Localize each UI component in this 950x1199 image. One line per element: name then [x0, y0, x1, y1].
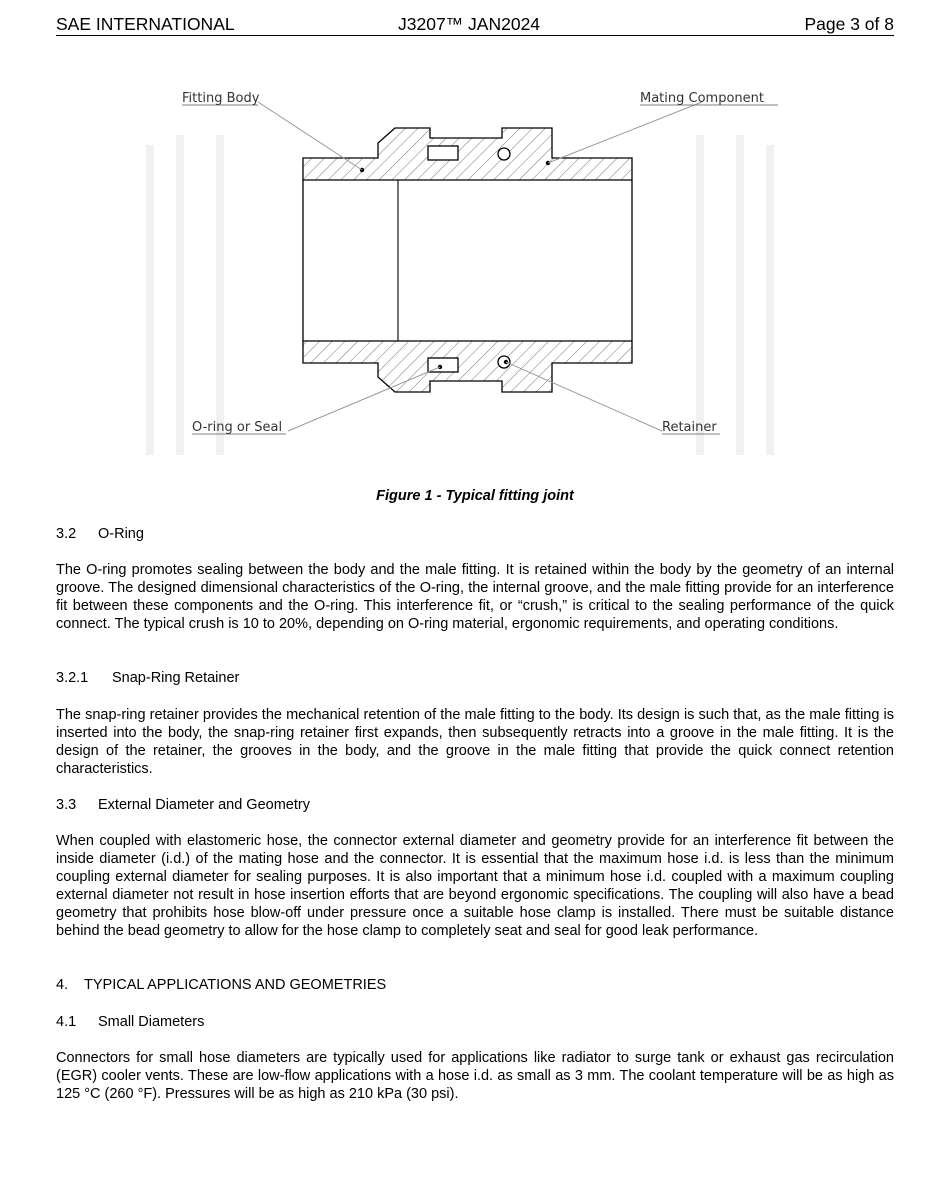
heading-4	[56, 976, 386, 994]
heading-4-title: TYPICAL APPLICATIONS AND GEOMETRIES	[84, 977, 387, 993]
heading-3-2-1-num: 3.2.1	[56, 670, 89, 686]
background-ghost	[150, 135, 770, 455]
figure-caption: Figure 1 - Typical fitting joint	[376, 488, 574, 504]
heading-3-3	[56, 796, 310, 814]
body-wall-bottom	[303, 341, 632, 392]
label-fitting-body: Fitting Body	[182, 91, 260, 106]
heading-4-1-num: 4.1	[56, 1014, 77, 1030]
page-header	[56, 13, 894, 36]
oring-groove-top	[428, 146, 458, 160]
body-wall-top	[303, 128, 632, 180]
header-page-number: Page 3 of 8	[804, 14, 894, 34]
retainer-ring-top	[498, 148, 510, 160]
paragraph-3-2-1: The snap-ring retainer provides the mechanical retention of the male fitting to the body. Its design is such that, as the male fitting is inserted into the body, the snap-ring retainer first expands, then subsequently retracts into a groove in the male fitting. It is the design of the retainer, the grooves in the body, and the groove in the male fitting that provide the quick connect retention characteristics.	[56, 707, 894, 778]
paragraph-4-1: Connectors for small hose diameters are typically used for applications like radiator to surge tank or exhaust gas recirculation (EGR) cooler vents. These are low-flow applications with a hose i.d. as small as 3 mm. The coolant temperature will be as high as 125 °C (260 °F). Pressures will be as high as 210 kPa (30 psi).	[56, 1050, 894, 1103]
heading-4-1-title: Small Diameters	[98, 1014, 205, 1030]
paragraph-3-3: When coupled with elastomeric hose, the connector external diameter and geometry provide for an interference fit between the inside diameter (i.d.) of the mating hose and the connector. It is essential that the maximum hose i.d. is less than the minimum coupling external diameter for sealing purposes. It is also important that a minimum hose i.d. coupled with a maximum coupling external diameter not result in hose insertion efforts that are beyond ergonomic specifications. The coupling will also have a bead geometry that prohibits hose blow-off under pressure once a suitable hose clamp is installed. There must be suitable distance behind the bead geometry to allow for the hose clamp to completely seat and seal for good leak performance.	[56, 833, 894, 940]
heading-3-2-title: O-Ring	[98, 526, 144, 542]
heading-4-1	[56, 1013, 204, 1031]
fitting-joint-figure	[140, 75, 800, 475]
label-mating-component: Mating Component	[640, 91, 764, 106]
label-retainer: Retainer	[662, 420, 717, 435]
heading-3-2-1-title: Snap-Ring Retainer	[112, 670, 240, 686]
heading-4-num: 4.	[56, 977, 69, 993]
heading-3-2-num: 3.2	[56, 526, 77, 542]
paragraph-3-2: The O-ring promotes sealing between the body and the male fitting. It is retained within the body by the geometry of an internal groove. The designed dimensional characteristics of the O-ring, the internal groove, and the male fitting provide for an interference fit between these components and the O-ring. This interference fit, or “crush,” is critical to the sealing performance of the quick connect. The typical crush is 10 to 20%, depending on O-ring material, ergonomic requirements, and operating conditions.	[56, 562, 894, 633]
header-doc-id: J3207™ JAN2024	[398, 14, 541, 34]
heading-3-3-num: 3.3	[56, 797, 77, 813]
heading-3-3-title: External Diameter and Geometry	[98, 797, 310, 813]
header-org: SAE INTERNATIONAL	[56, 14, 235, 34]
label-oring-seal: O-ring or Seal	[192, 420, 283, 435]
heading-3-2	[56, 525, 144, 543]
fitting-joint-drawing	[140, 75, 800, 475]
heading-3-2-1	[56, 669, 239, 687]
